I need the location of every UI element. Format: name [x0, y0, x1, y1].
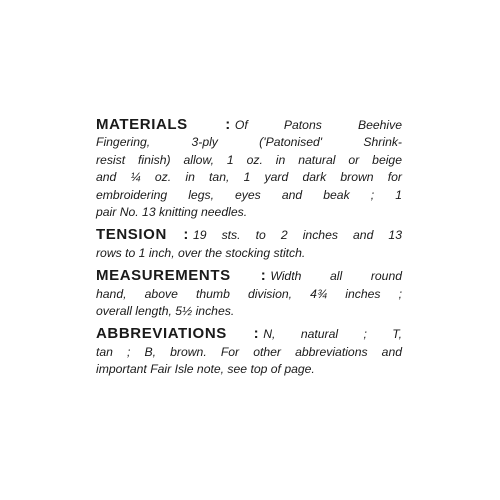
abbreviations-line-1 [96, 325, 402, 343]
materials-text: Of Patons Beehive [234, 118, 402, 132]
tension-line-1 [96, 226, 402, 244]
pattern-notes [96, 116, 402, 384]
tension-section [96, 226, 402, 262]
measurements-section [96, 267, 402, 320]
tension-heading: TENSION : [96, 226, 189, 244]
abbreviations-line-3: important Fair Isle note, see top of page. [96, 362, 315, 377]
materials-section [96, 116, 402, 221]
abbreviations-section [96, 325, 402, 378]
materials-heading: MATERIALS : [96, 116, 231, 133]
abbreviations-text: N, natural ; T, [263, 327, 402, 342]
materials-line-5: embroidering legs, eyes and beak ; 1 [96, 187, 402, 202]
materials-line-4: and ¼ oz. in tan, 1 yard dark brown for [96, 170, 402, 185]
materials-line-6: pair No. 13 knitting needles. [96, 205, 248, 220]
measurements-line-1 [96, 267, 402, 285]
materials-line-3: resist finish) allow, 1 oz. in natural or beige [96, 152, 402, 167]
tension-line-2: rows to 1 inch, over the stocking stitch. [96, 245, 306, 260]
materials-line-1 [96, 116, 402, 134]
measurements-heading: MEASUREMENTS : [96, 267, 267, 285]
abbreviations-heading: ABBREVIATIONS : [96, 325, 260, 343]
materials-line-2: Fingering, 3-ply ('Patonised' Shrink- [96, 135, 402, 150]
measurements-line-3: overall length, 5½ inches. [96, 304, 235, 319]
tension-text: 19 sts. to 2 inches and 13 [192, 228, 402, 243]
measurements-text: Width all round [270, 269, 403, 284]
abbreviations-line-2: tan ; B, brown. For other abbreviations and [96, 344, 402, 359]
measurements-line-2: hand, above thumb division, 4¾ inches ; [96, 286, 402, 301]
